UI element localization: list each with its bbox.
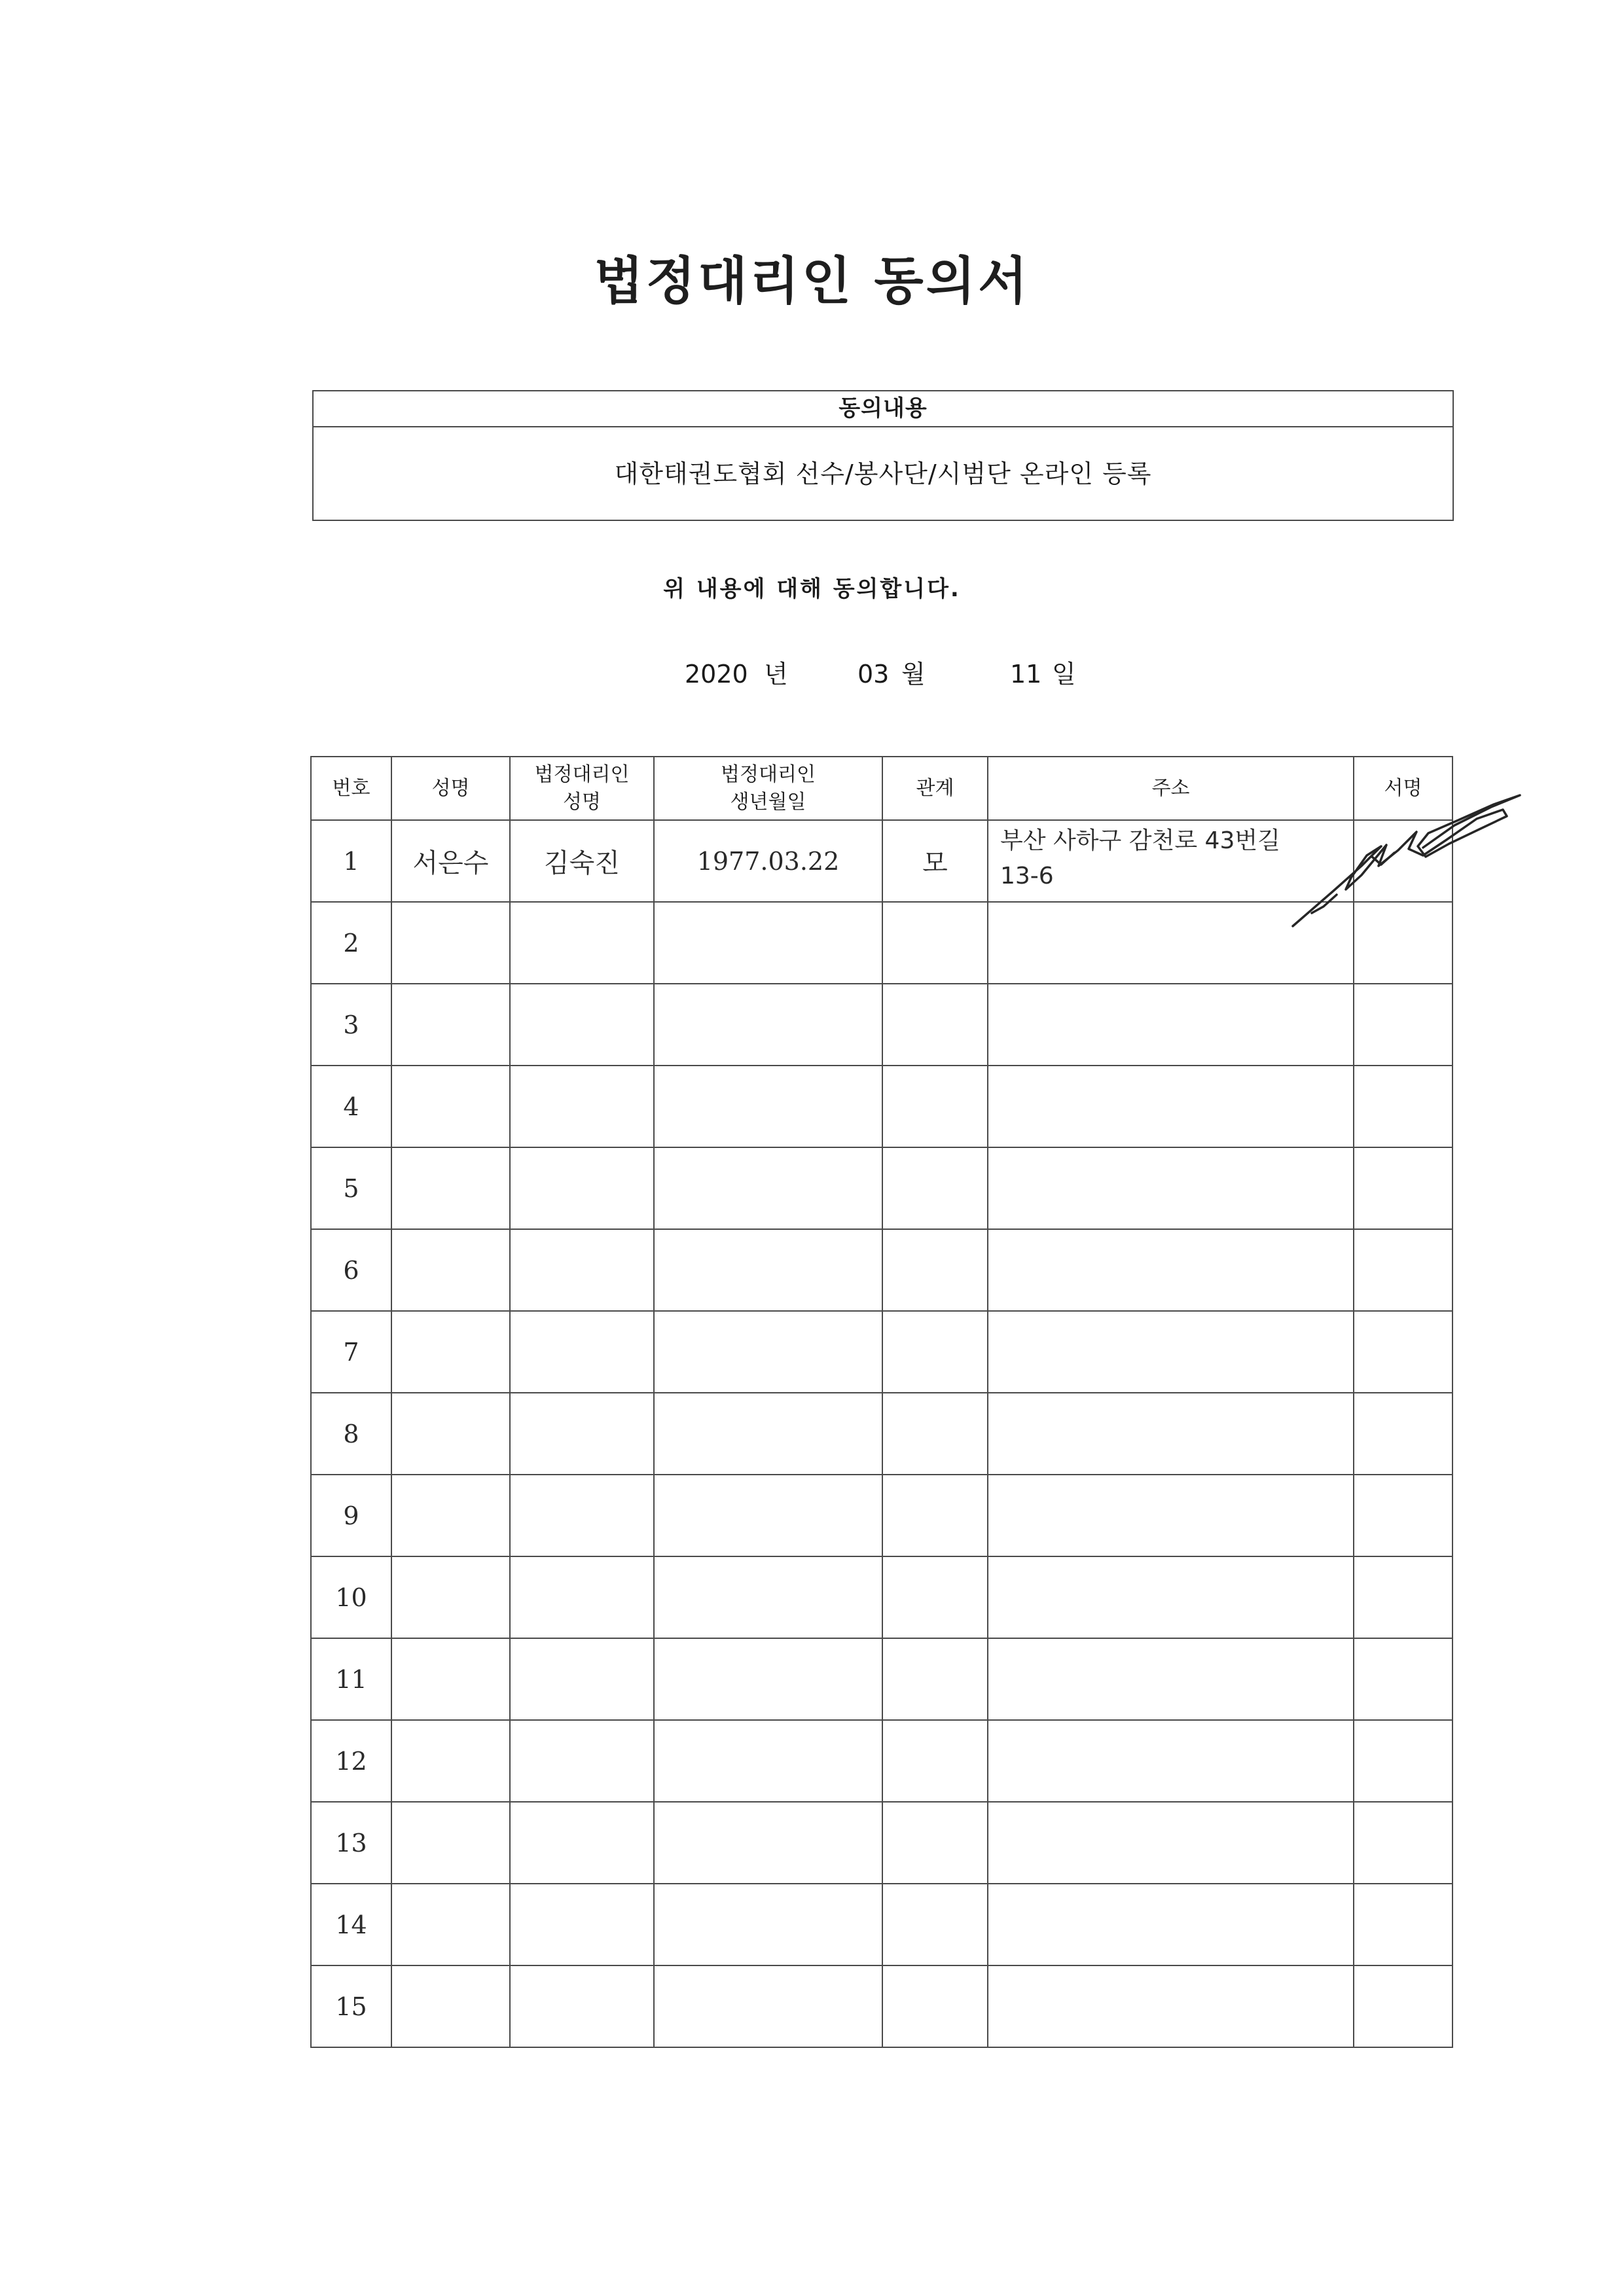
member-name-cell [391, 1066, 510, 1147]
guardian-birth-cell [654, 1229, 882, 1311]
table-row [311, 1229, 1453, 1311]
signature-cell [1354, 1720, 1453, 1802]
header-name: 성명 [391, 757, 510, 820]
date-day-unit: 일 [1052, 660, 1076, 689]
row-number-cell: 11 [311, 1638, 391, 1720]
row-number-cell: 15 [311, 1965, 391, 2047]
address-cell [988, 1638, 1354, 1720]
relation-cell [882, 1475, 988, 1556]
row-number-cell: 14 [311, 1884, 391, 1965]
member-name-cell [391, 1884, 510, 1965]
address-cell [988, 1965, 1354, 2047]
table-row [311, 1311, 1453, 1393]
relation-cell [882, 1229, 988, 1311]
member-name-cell [391, 1638, 510, 1720]
signature-cell [1354, 1393, 1453, 1475]
guardian-birth-cell [654, 1311, 882, 1393]
relation-cell [882, 1311, 988, 1393]
table-row [311, 1884, 1453, 1965]
consent-header: 동의내용 [314, 391, 1453, 427]
member-name-cell: 서은수 [391, 820, 510, 902]
header-signature: 서명 [1354, 757, 1453, 820]
member-name-cell [391, 984, 510, 1066]
relation-cell [882, 1147, 988, 1229]
handwritten-signature-icon [1283, 782, 1532, 933]
address-cell [988, 984, 1354, 1066]
guardian-name-cell [510, 902, 654, 984]
address-cell [988, 1311, 1354, 1393]
row-number-cell: 5 [311, 1147, 391, 1229]
guardian-table [310, 756, 1453, 2048]
guardian-name-cell [510, 1311, 654, 1393]
guardian-birth-cell [654, 1884, 882, 1965]
page-title: 법정대리인 동의서 [594, 252, 1030, 311]
header-guardian-birth-line1: 법정대리인 [721, 762, 816, 786]
guardian-name-cell [510, 1066, 654, 1147]
member-name-cell [391, 1311, 510, 1393]
relation-cell [882, 1965, 988, 2047]
relation-cell [882, 1802, 988, 1884]
member-name-cell [391, 902, 510, 984]
row-number-cell: 2 [311, 902, 391, 984]
header-guardian-name [510, 757, 654, 820]
table-row [311, 1393, 1453, 1475]
address-cell [988, 1229, 1354, 1311]
header-guardian-name-line1: 법정대리인 [534, 762, 630, 786]
member-name-cell [391, 1965, 510, 2047]
relation-cell [882, 1638, 988, 1720]
guardian-birth-cell [654, 1147, 882, 1229]
date-year: 2020 [685, 660, 748, 689]
table-header-row [311, 757, 1453, 820]
guardian-birth-cell [654, 1802, 882, 1884]
guardian-name-cell [510, 1965, 654, 2047]
signature-cell [1354, 1965, 1453, 2047]
relation-cell [882, 1066, 988, 1147]
guardian-birth-cell [654, 1066, 882, 1147]
table-row [311, 1965, 1453, 2047]
row-number-cell: 7 [311, 1311, 391, 1393]
address-cell [988, 1802, 1354, 1884]
table-row [311, 1638, 1453, 1720]
guardian-name-cell [510, 1638, 654, 1720]
guardian-birth-cell [654, 1393, 882, 1475]
relation-cell [882, 1884, 988, 1965]
signature-cell [1354, 1638, 1453, 1720]
guardian-name-cell [510, 984, 654, 1066]
signature-cell [1354, 1229, 1453, 1311]
guardian-birth-cell [654, 1556, 882, 1638]
guardian-name-cell [510, 1720, 654, 1802]
agreement-text: 위 내용에 대해 동의합니다. [663, 576, 961, 602]
guardian-birth-cell [654, 1475, 882, 1556]
relation-cell [882, 984, 988, 1066]
member-name-cell [391, 1720, 510, 1802]
address-cell [988, 1066, 1354, 1147]
row-number-cell: 10 [311, 1556, 391, 1638]
guardian-name-cell [510, 1393, 654, 1475]
header-guardian-birth [654, 757, 882, 820]
signature-cell [1354, 1066, 1453, 1147]
table-row [311, 1475, 1453, 1556]
signature-cell [1354, 1475, 1453, 1556]
guardian-name-cell [510, 1802, 654, 1884]
row-number-cell: 1 [311, 820, 391, 902]
guardian-name-cell: 김숙진 [510, 820, 654, 902]
address-cell [988, 1147, 1354, 1229]
address-cell [988, 1720, 1354, 1802]
guardian-name-cell [510, 1556, 654, 1638]
signature-cell [1354, 1556, 1453, 1638]
guardian-birth-cell: 1977.03.22 [654, 820, 882, 902]
signature-cell [1354, 984, 1453, 1066]
relation-cell [882, 1720, 988, 1802]
date-year-unit: 년 [764, 660, 788, 689]
table-row [311, 984, 1453, 1066]
table-row [311, 1066, 1453, 1147]
date-day: 11 [1010, 660, 1042, 689]
table-row [311, 1720, 1453, 1802]
address-cell [988, 1556, 1354, 1638]
address-line-1: 부산 사하구 감천로 43번길 [1000, 827, 1280, 854]
table-row [311, 1802, 1453, 1884]
guardian-name-cell [510, 1229, 654, 1311]
table-row [311, 820, 1453, 902]
row-number-cell: 6 [311, 1229, 391, 1311]
row-number-cell: 3 [311, 984, 391, 1066]
row-number-cell: 9 [311, 1475, 391, 1556]
signature-cell [1354, 1311, 1453, 1393]
relation-cell [882, 1556, 988, 1638]
header-relation: 관계 [882, 757, 988, 820]
address-cell [988, 1475, 1354, 1556]
table-row [311, 1556, 1453, 1638]
address-cell [988, 1884, 1354, 1965]
guardian-birth-cell [654, 1638, 882, 1720]
member-name-cell [391, 1393, 510, 1475]
signature-cell [1354, 1884, 1453, 1965]
address-cell [988, 1393, 1354, 1475]
signature-cell [1354, 1147, 1453, 1229]
member-name-cell [391, 1475, 510, 1556]
header-no: 번호 [311, 757, 391, 820]
guardian-birth-cell [654, 1965, 882, 2047]
guardian-birth-cell [654, 1720, 882, 1802]
row-number-cell: 13 [311, 1802, 391, 1884]
relation-cell [882, 902, 988, 984]
row-number-cell: 12 [311, 1720, 391, 1802]
member-name-cell [391, 1556, 510, 1638]
guardian-name-cell [510, 1475, 654, 1556]
date-month: 03 [857, 660, 890, 689]
address-line-2: 13-6 [1000, 863, 1054, 889]
guardian-birth-cell [654, 902, 882, 984]
header-address: 주소 [988, 757, 1354, 820]
guardian-birth-cell [654, 984, 882, 1066]
row-number-cell: 4 [311, 1066, 391, 1147]
header-guardian-name-line2: 성명 [563, 790, 601, 814]
guardian-name-cell [510, 1147, 654, 1229]
signature-cell [1354, 1802, 1453, 1884]
consent-body: 대한태권도협회 선수/봉사단/시범단 온라인 등록 [614, 459, 1152, 488]
member-name-cell [391, 1802, 510, 1884]
header-guardian-birth-line2: 생년월일 [730, 790, 806, 814]
consent-box [312, 390, 1454, 521]
member-name-cell [391, 1147, 510, 1229]
date-month-unit: 월 [901, 660, 926, 689]
relation-cell: 모 [882, 820, 988, 902]
relation-cell [882, 1393, 988, 1475]
table-row [311, 902, 1453, 984]
member-name-cell [391, 1229, 510, 1311]
row-number-cell: 8 [311, 1393, 391, 1475]
table-row [311, 1147, 1453, 1229]
guardian-name-cell [510, 1884, 654, 1965]
